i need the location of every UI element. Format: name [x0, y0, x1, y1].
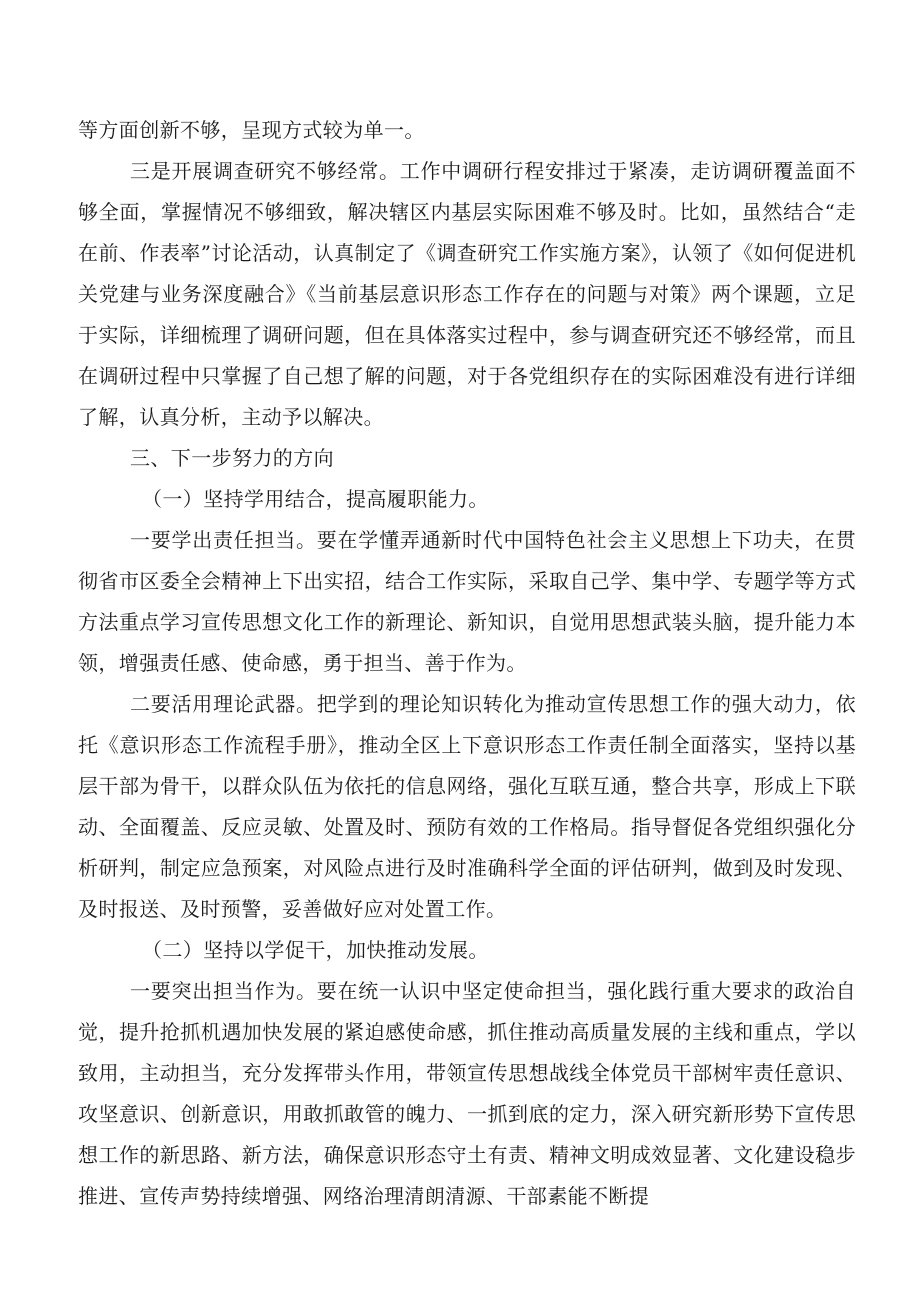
subsection-heading-1: （一）坚持学用结合，提高履职能力。 [142, 487, 489, 511]
paragraph-continuation: 等方面创新不够，呈现方式较为单一。 [78, 118, 425, 142]
subsection-heading-2: （二）坚持以学促干，加快推动发展。 [142, 938, 489, 962]
paragraph-take-action: 一要突出担当作为。要在统一认识中坚定使命担当，强化践行重大要求的政治自觉，提升抢抓机遇加快发展的紧迫感使命感，抓住推动高质量发展的主线和重点，学以致用，主动担当，充分发挥带头作用，带领宣传思想战线全体党员干部树牢责任意识、攻坚意识、创新意识，用敢抓敢管的魄力、一抓到底的定力，深入研究新形势下宣传思想工作的新思路、新方法，确保意识形态守土有责、精神文明成效显著、文化建设稳步推进、宣传声势持续增强、网络治理清朗清源、干部素能不断提 [78, 979, 856, 1208]
paragraph-theory-weapon: 二要活用理论武器。把学到的理论知识转化为推动宣传思想工作的强大动力，依托《意识形态工作流程手册》，推动全区上下意识形态工作责任制全面落实，坚持以基层干部为骨干，以群众队伍为依托的信息网络，强化互联互通，整合共享，形成上下联动、全面覆盖、反应灵敏、处置及时、预防有效的工作格局。指导督促各党组织强化分析研判，制定应急预案，对风险点进行及时准确科学全面的评估研判，做到及时发现、及时报送、及时预警，妥善做好应对处置工作。 [78, 692, 856, 921]
paragraph-responsibility: 一要学出责任担当。要在学懂弄通新时代中国特色社会主义思想上下功夫，在贯彻省市区委全会精神上下出实招，结合工作实际，采取自己学、集中学、专题学等方式方法重点学习宣传思想文化工作的新理论、新知识，自觉用思想武装头脑，提升能力本领，增强责任感、使命感，勇于担当、善于作为。 [78, 528, 856, 675]
section-heading-next-steps: 三、下一步努力的方向 [130, 446, 334, 470]
document-body [78, 110, 856, 1217]
paragraph-research-issue: 三是开展调查研究不够经常。工作中调研行程安排过于紧凑，走访调研覆盖面不够全面，掌握情况不够细致，解决辖区内基层实际困难不够及时。比如，虽然结合“走在前、作表率”讨论活动，认真制定了《调查研究工作实施方案》，认领了《如何促进机关党建与业务深度融合》《当前基层意识形态工作存在的问题与对策》两个课题，立足于实际，详细梳理了调研问题，但在具体落实过程中，参与调查研究还不够经常，而且在调研过程中只掌握了自己想了解的问题，对于各党组织存在的实际困难没有进行详细了解，认真分析，主动予以解决。 [78, 159, 856, 429]
